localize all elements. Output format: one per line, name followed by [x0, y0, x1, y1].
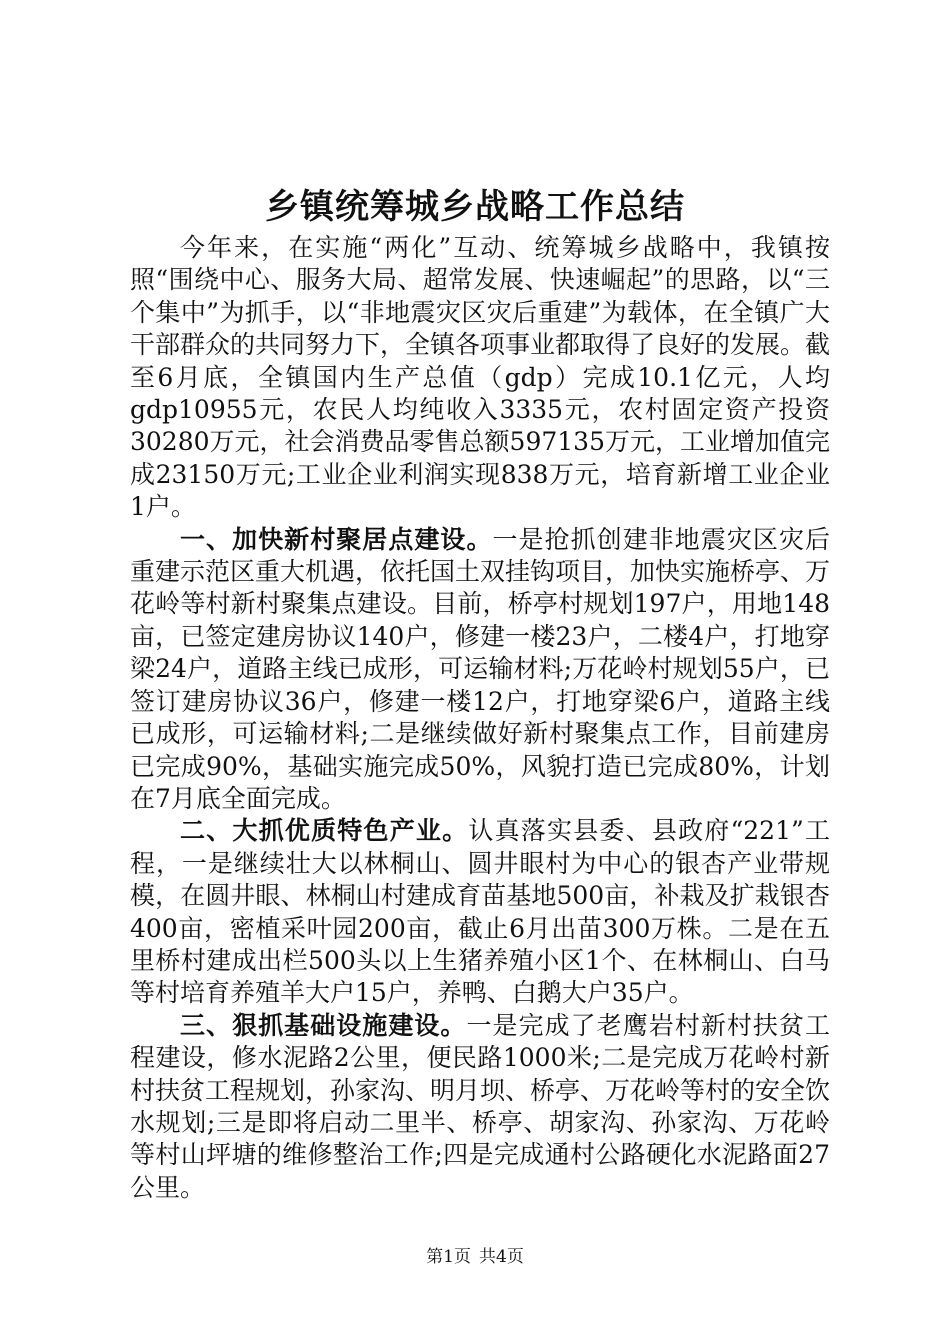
document-title: 乡镇统筹城乡战略工作总结: [265, 187, 685, 227]
page-number: 第1页: [426, 1247, 471, 1267]
paragraph-section-3: [130, 1010, 830, 1204]
paragraph-text: 一是抢抓创建非地震灾区灾后重建示范区重大机遇，依托国土双挂钩项目，加快实施桥亭、万花岭等村新村聚集点建设。目前，桥亭村规划197户，用地148亩，已签定建房协议140户，修建一楼23户，二楼4户，打地穿梁24户，道路主线已成形，可运输材料;万花岭村规划55户，已签订建房协议36户，修建一楼12户，打地穿梁6户，道路主线已成形，可运输材料;二是继续做好新村聚集点工作，目前建房已完成90%，基础实施完成50%，风貌打造已完成80%，计划在7月底全面完成。: [130, 524, 831, 813]
section-heading: 二、大抓优质特色产业。: [180, 816, 469, 846]
page-footer: [0, 1246, 950, 1268]
paragraph-text: 认真落实县委、县政府“221”工程，一是继续壮大以林桐山、圆井眼村为中心的银杏产业带规模，在圆井眼、林桐山村建成育苗基地500亩，补栽及扩栽银杏400亩，密植采叶园200亩，截止6月出苗300万株。二是在五里桥村建成出栏500头以上生猪养殖小区1个、在林桐山、白马等村培育养殖羊大户15户，养鸭、白鹅大户35户。: [130, 816, 830, 1008]
section-heading: 一、加快新村聚居点建设。: [180, 524, 493, 554]
paragraph-text: 一是完成了老鹰岩村新村扶贫工程建设，修水泥路2公里，便民路1000米;二是完成万花岭村新村扶贫工程规划，孙家沟、明月坝、桥亭、万花岭等村的安全饮水规划;三是即将启动二里半、桥亭、胡家沟、孙家沟、万花岭等村山坪塘的维修整治工作;四是完成通村公路硬化水泥路面27公里。: [130, 1010, 831, 1202]
page-total: 共4页: [479, 1247, 524, 1267]
paragraph-intro: [130, 232, 830, 524]
section-heading: 三、狠抓基础设施建设。: [180, 1010, 467, 1040]
document-body: [130, 232, 830, 1204]
paragraph-section-1: [130, 524, 830, 816]
paragraph-text: 今年来，在实施“两化”互动、统筹城乡战略中，我镇按照“围绕中心、服务大局、超常发展、快速崛起”的思路，以“三个集中”为抓手，以“非地震灾区灾后重建”为载体，在全镇广大干部群众的共同努力下，全镇各项事业都取得了良好的发展。截至6月底，全镇国内生产总值（gdp）完成10.1亿元，人均gdp10955元，农民人均纯收入3335元，农村固定资产投资30280万元，社会消费品零售总额597135万元，工业增加值完成23150万元;工业企业利润实现838万元，培育新增工业企业1户。: [130, 233, 831, 522]
paragraph-section-2: [130, 815, 830, 1009]
